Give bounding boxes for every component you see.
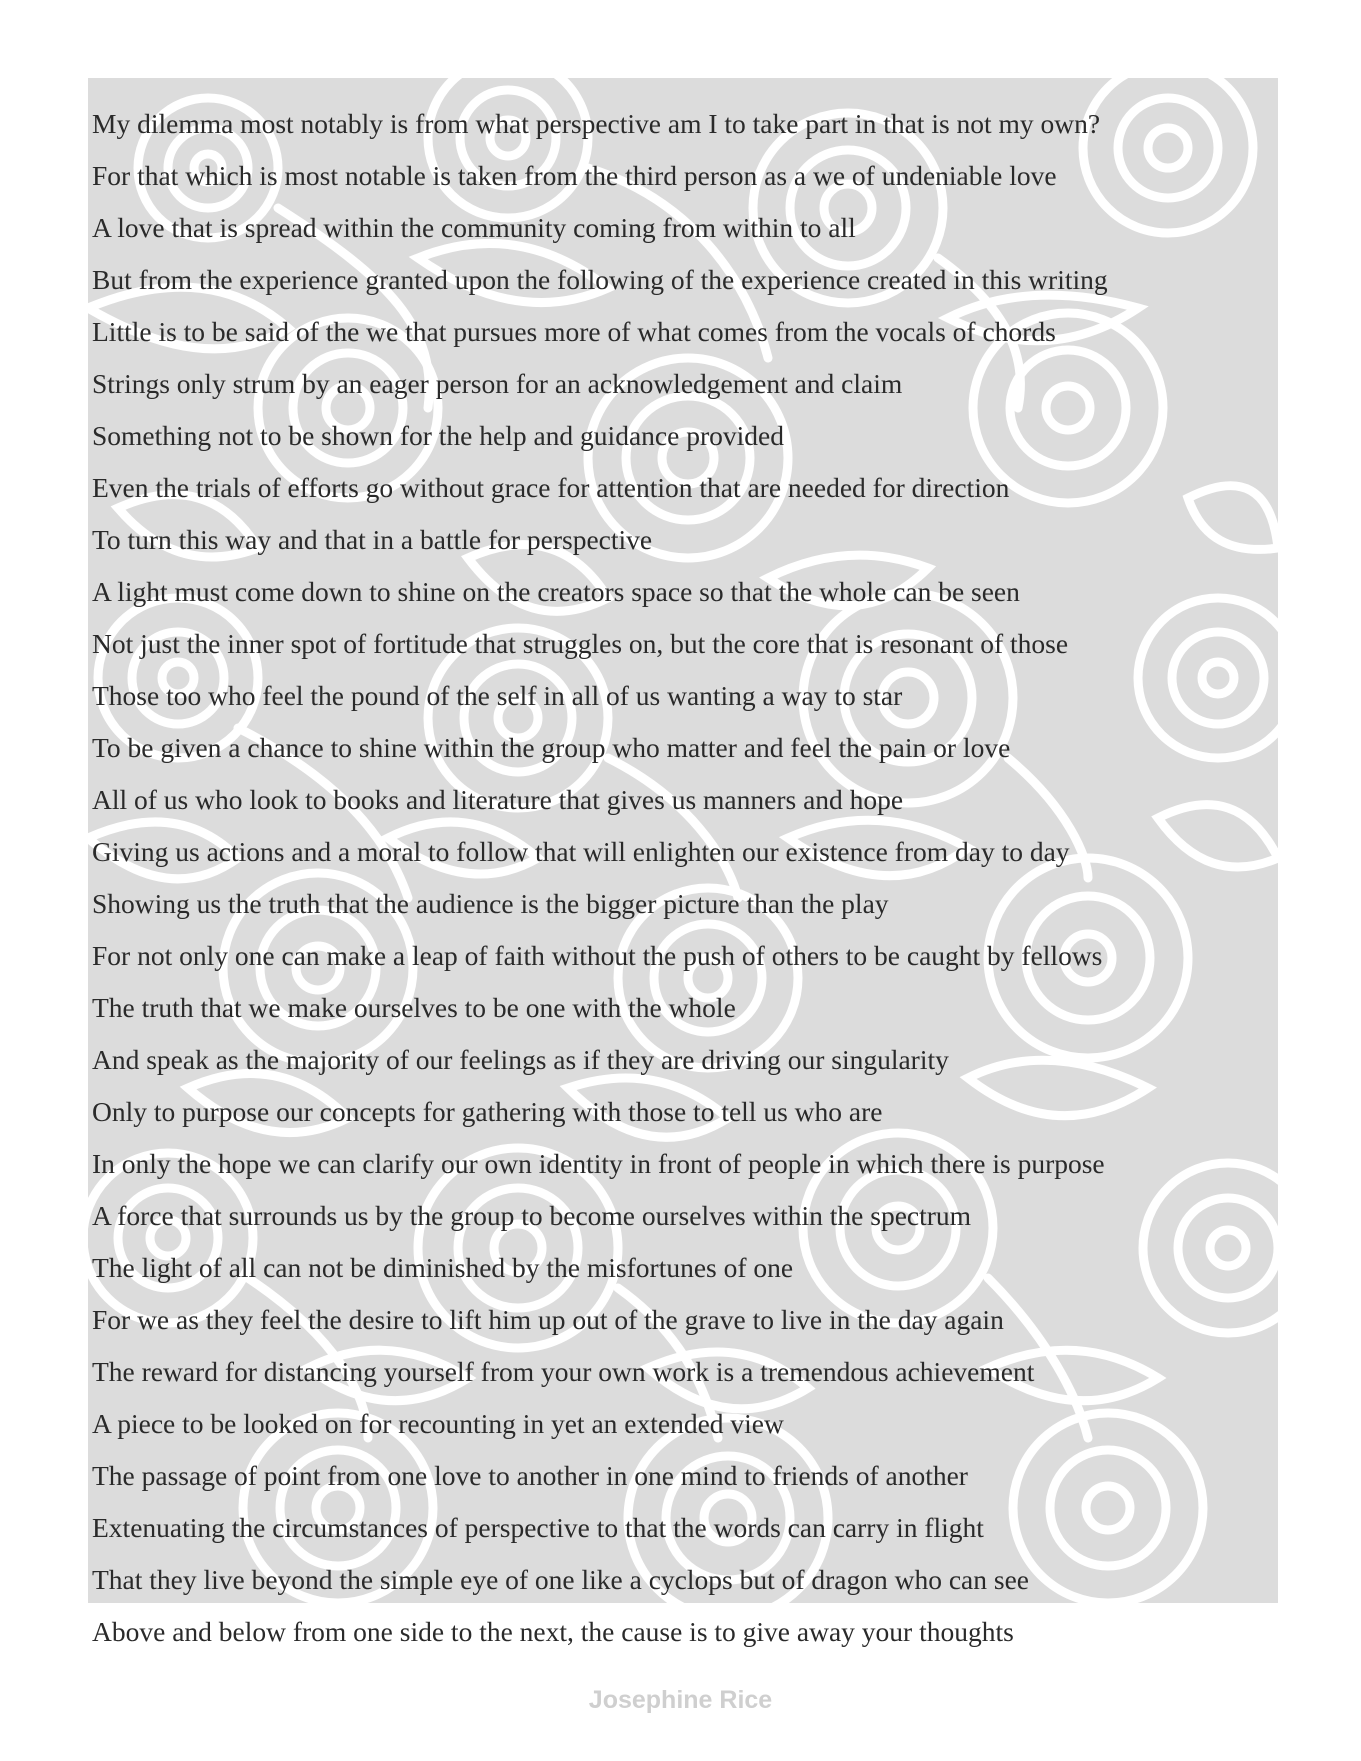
poem-line: Those too who feel the pound of the self in all of us wanting a way to star <box>92 680 903 711</box>
poem-line: For that which is most notable is taken from the third person as a we of undeniable love <box>92 160 1057 191</box>
poem-line: My dilemma most notably is from what perspective am I to take part in that is not my own? <box>92 108 1101 139</box>
poem-line: Above and below from one side to the next, the cause is to give away your thoughts <box>92 1616 1014 1647</box>
poem-line: Giving us actions and a moral to follow that will enlighten our existence from day to day <box>92 836 1070 867</box>
poem-line: For not only one can make a leap of faith without the push of others to be caught by fellows <box>92 940 1103 971</box>
poem-line: Showing us the truth that the audience is the bigger picture than the play <box>92 888 889 919</box>
poem-line: The light of all can not be diminished by the misfortunes of one <box>92 1252 794 1283</box>
poem-line: Extenuating the circumstances of perspective to that the words can carry in flight <box>92 1512 984 1543</box>
poem-line: A love that is spread within the community coming from within to all <box>92 212 856 243</box>
poem-line: All of us who look to books and literature that gives us manners and hope <box>92 784 904 815</box>
poem-line: A light must come down to shine on the creators space so that the whole can be seen <box>92 576 1020 607</box>
poem-line: Not just the inner spot of fortitude that struggles on, but the core that is resonant of those <box>92 628 1069 659</box>
poem-line: Even the trials of efforts go without grace for attention that are needed for direction <box>92 472 1010 503</box>
poem-line: That they live beyond the simple eye of one like a cyclops but of dragon who can see <box>92 1564 1030 1595</box>
poem-line: Something not to be shown for the help and guidance provided <box>92 420 784 451</box>
poem-line: For we as they feel the desire to lift him up out of the grave to live in the day again <box>92 1304 1004 1335</box>
poem-line: To be given a chance to shine within the group who matter and feel the pain or love <box>92 732 1011 763</box>
poem-line: But from the experience granted upon the following of the experience created in this writing <box>92 264 1108 295</box>
poem-line: Little is to be said of the we that pursues more of what comes from the vocals of chords <box>92 316 1056 347</box>
poem-line: In only the hope we can clarify our own identity in front of people in which there is purpose <box>92 1148 1105 1179</box>
poem-line: To turn this way and that in a battle for perspective <box>92 524 653 555</box>
poem-line: The passage of point from one love to another in one mind to friends of another <box>92 1460 968 1491</box>
poem-line: And speak as the majority of our feelings as if they are driving our singularity <box>92 1044 949 1075</box>
poem-line: A force that surrounds us by the group to become ourselves within the spectrum <box>92 1200 972 1231</box>
poem-line: The reward for distancing yourself from your own work is a tremendous achievement <box>92 1356 1035 1387</box>
poem-line: The truth that we make ourselves to be one with the whole <box>92 992 736 1023</box>
poem-line: Strings only strum by an eager person for an acknowledgement and claim <box>92 368 903 399</box>
poem-line: Only to purpose our concepts for gathering with those to tell us who are <box>92 1096 883 1127</box>
author-name: Josephine Rice <box>588 1686 773 1714</box>
poem-line: A piece to be looked on for recounting in yet an extended view <box>92 1408 784 1439</box>
poem-text <box>92 98 1282 1658</box>
